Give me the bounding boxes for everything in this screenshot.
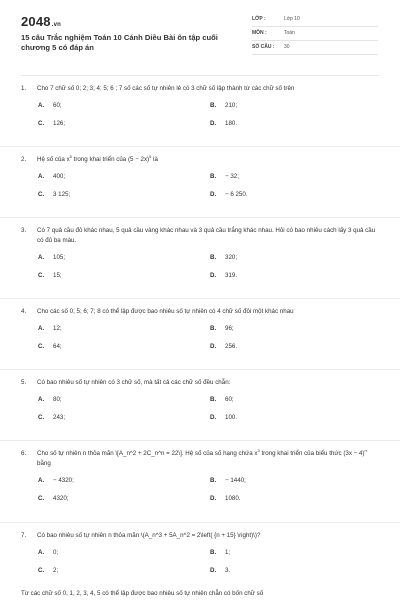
answer-options: [38, 172, 379, 208]
option-letter: C.: [38, 414, 45, 421]
meta-value: Lớp 10: [284, 16, 300, 22]
next-question-cutoff: Từ các chữ số 0, 1, 2, 3, 4, 5 có thể lập được bao nhiêu số tự nhiên chẵn có bốn chữ số: [21, 590, 264, 597]
question-body: Cho các số 0; 5; 6; 7; 8 có thể lập được bao nhiêu số tự nhiên có 4 chữ số đôi một khác nhau: [37, 308, 294, 315]
option-text: 319.: [225, 272, 238, 279]
option-text: 15;: [53, 272, 62, 279]
answer-options: [38, 253, 379, 289]
option-c[interactable]: [38, 566, 210, 576]
option-letter: A.: [38, 254, 45, 261]
option-letter: A.: [38, 173, 45, 180]
option-letter: D.: [210, 120, 217, 127]
option-text: 60;: [225, 396, 234, 403]
question-1: [0, 84, 400, 147]
option-d[interactable]: [210, 342, 379, 352]
option-b[interactable]: [210, 395, 379, 405]
meta-value: 30: [284, 44, 290, 50]
option-letter: A.: [38, 549, 45, 556]
text-part: Hệ số của x: [37, 156, 70, 163]
question-text: [21, 226, 379, 246]
text-part: Cho số tự nhiên n thỏa mãn \[A_n^2 + 2C_n^n = 22\]. Hệ số của số hạng chứa x: [37, 450, 258, 457]
option-a[interactable]: [38, 395, 210, 405]
question-text: [21, 531, 379, 541]
option-text: 100.: [225, 414, 238, 421]
option-d[interactable]: [210, 271, 379, 281]
meta-row-class: [252, 13, 378, 27]
question-number: 6.: [21, 450, 27, 457]
option-text: 3 125;: [53, 191, 71, 198]
option-d[interactable]: [210, 190, 379, 200]
site-logo[interactable]: [21, 14, 61, 29]
option-text: 243;: [53, 414, 66, 421]
option-c[interactable]: [38, 342, 210, 352]
option-text: 400;: [53, 173, 66, 180]
option-b[interactable]: [210, 476, 379, 486]
option-text: 0;: [53, 549, 59, 556]
meta-label: MÔN :: [252, 30, 267, 36]
option-text: − 32;: [225, 173, 239, 180]
option-letter: D.: [210, 191, 217, 198]
option-letter: A.: [38, 477, 45, 484]
question-list: [0, 84, 400, 593]
option-text: 320;: [225, 254, 238, 261]
exponent: 5: [149, 153, 152, 159]
question-2: [0, 147, 400, 218]
option-letter: B.: [210, 173, 217, 180]
option-text: 256.: [225, 343, 238, 350]
option-d[interactable]: [210, 119, 379, 129]
option-text: 105;: [53, 254, 66, 261]
option-letter: C.: [38, 191, 45, 198]
option-text: − 6 250.: [225, 191, 248, 198]
question-number: 4.: [21, 308, 27, 315]
question-body: Có bao nhiêu số tự nhiên có 3 chữ số, mà tất cả các chữ số đều chẵn:: [37, 379, 231, 386]
exponent: n: [364, 447, 367, 453]
option-letter: D.: [210, 495, 217, 502]
question-text: [21, 84, 379, 94]
meta-label: SỐ CÂU :: [252, 44, 275, 50]
option-a[interactable]: [38, 253, 210, 263]
option-text: 12;: [53, 325, 62, 332]
text-part: bằng: [37, 460, 51, 467]
header: [0, 0, 400, 58]
logo-suffix: .vn: [51, 22, 62, 28]
question-text: [21, 155, 379, 165]
option-letter: C.: [38, 567, 45, 574]
question-4: [0, 299, 400, 370]
text-part: là: [151, 156, 158, 163]
question-text: [21, 378, 379, 388]
option-text: 126;: [53, 120, 66, 127]
exam-meta: [252, 13, 378, 55]
option-text: 96;: [225, 325, 234, 332]
option-letter: C.: [38, 343, 45, 350]
option-a[interactable]: [38, 476, 210, 486]
option-text: 64;: [53, 343, 62, 350]
option-text: 2;: [53, 567, 59, 574]
logo-main: 2048: [21, 14, 51, 29]
option-b[interactable]: [210, 324, 379, 334]
option-b[interactable]: [210, 172, 379, 182]
exponent: 3: [257, 447, 260, 453]
question-text: [21, 449, 379, 469]
option-letter: D.: [210, 272, 217, 279]
text-part: trong khai triển của (5 − 2x): [71, 156, 150, 163]
question-number: 5.: [21, 379, 27, 386]
option-b[interactable]: [210, 253, 379, 263]
option-a[interactable]: [38, 324, 210, 334]
option-letter: B.: [210, 477, 217, 484]
option-letter: B.: [210, 325, 217, 332]
option-letter: D.: [210, 414, 217, 421]
meta-label: LỚP :: [252, 16, 266, 22]
question-number: 1.: [21, 85, 27, 92]
question-number: 7.: [21, 532, 27, 539]
question-3: [0, 218, 400, 299]
option-a[interactable]: [38, 101, 210, 111]
question-5: [0, 370, 400, 441]
question-6: [0, 441, 400, 523]
question-text: [21, 307, 379, 317]
meta-value: Toán: [284, 30, 295, 36]
option-text: 4320;: [53, 495, 69, 502]
option-c[interactable]: [38, 119, 210, 129]
question-number: 2.: [21, 156, 27, 163]
question-body: [37, 155, 379, 165]
question-number: 3.: [21, 227, 27, 234]
option-letter: A.: [38, 325, 45, 332]
option-letter: B.: [210, 102, 217, 109]
option-letter: D.: [210, 343, 217, 350]
option-text: 1080.: [225, 495, 241, 502]
option-a[interactable]: [38, 548, 210, 558]
option-letter: C.: [38, 495, 45, 502]
option-letter: B.: [210, 549, 217, 556]
option-letter: C.: [38, 120, 45, 127]
text-part: trong khai triển của biểu thức (3x − 4): [259, 450, 365, 457]
meta-row-subject: [252, 27, 378, 41]
exponent: 5: [69, 153, 72, 159]
option-c[interactable]: [38, 190, 210, 200]
answer-options: [38, 395, 379, 431]
option-text: 180.: [225, 120, 238, 127]
option-letter: C.: [38, 272, 45, 279]
option-c[interactable]: [38, 413, 210, 423]
option-letter: A.: [38, 396, 45, 403]
option-b[interactable]: [210, 548, 379, 558]
option-letter: A.: [38, 102, 45, 109]
question-body: Có bao nhiêu số tự nhiên n thỏa mãn \(A_n^3 + 5A_n^2 = 2\left( {n + 15} \right)\)?: [37, 532, 261, 539]
option-c[interactable]: [38, 271, 210, 281]
answer-options: [38, 101, 379, 137]
option-letter: B.: [210, 254, 217, 261]
option-text: 210;: [225, 102, 238, 109]
option-text: 60;: [53, 102, 62, 109]
header-divider: [21, 75, 379, 76]
answer-options: [38, 324, 379, 360]
option-b[interactable]: [210, 101, 379, 111]
meta-row-count: [252, 41, 378, 55]
option-text: 3.: [225, 567, 231, 574]
question-body: Có 7 quả cầu đỏ khác nhau, 5 quả cầu vàng khác nhau và 3 quả cầu trắng khác nhau. Hỏi có bao nhiêu cách lấy 3 quả cầu có đủ ba màu.: [37, 227, 376, 244]
option-letter: B.: [210, 396, 217, 403]
option-d[interactable]: [210, 566, 379, 576]
option-text: − 1440;: [225, 477, 246, 484]
question-body: [37, 449, 379, 469]
option-text: − 4320;: [53, 477, 74, 484]
option-d[interactable]: [210, 413, 379, 423]
question-7: [0, 523, 400, 593]
option-letter: D.: [210, 567, 217, 574]
option-a[interactable]: [38, 172, 210, 182]
option-text: 1;: [225, 549, 231, 556]
question-body: Cho 7 chữ số 0; 2; 3; 4; 5; 6 ; 7 số các số tự nhiên lẻ có 3 chữ số lập thành từ các chữ số trên: [37, 85, 295, 92]
answer-options: [38, 476, 379, 512]
option-d[interactable]: [210, 494, 379, 504]
answer-options: [38, 548, 379, 584]
option-text: 80;: [53, 396, 62, 403]
page-title: 15 câu Trắc nghiệm Toán 10 Cánh Diều Bài ôn tập cuối chương 5 có đáp án: [21, 33, 218, 52]
option-c[interactable]: [38, 494, 210, 504]
